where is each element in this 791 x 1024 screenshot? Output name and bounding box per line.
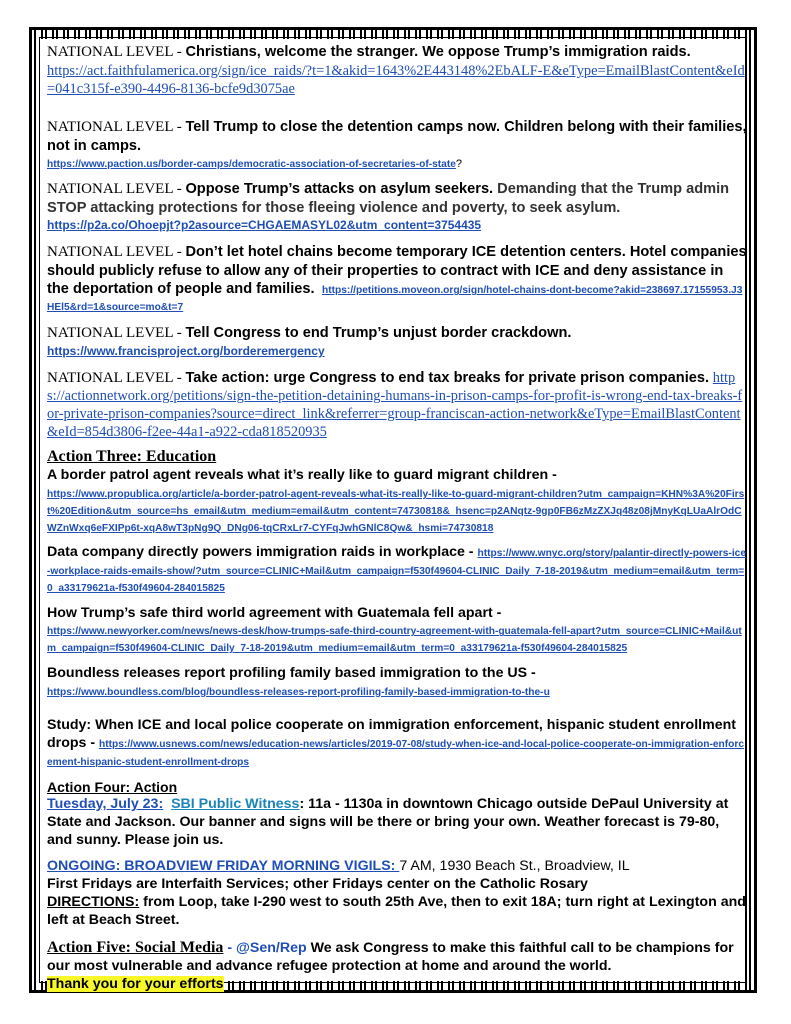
petition-link[interactable]: https://act.faithfulamerica.org/sign/ice_raids/?t=1&akid=1643%2E443148%2EbALF-E&eType=EmailBlastContent&eId=041c315f-e390-4496-8136-bcfe9d3075ae — [47, 62, 745, 97]
event-name-link[interactable]: SBI Public Witness — [171, 796, 300, 813]
social-handle: - @Sen/Rep — [223, 940, 307, 957]
event-broadview-vigils — [47, 858, 747, 929]
petition-link[interactable]: https://www.francisproject.org/borderemergency — [47, 343, 325, 358]
action-four-heading: Action Four: Action — [47, 778, 178, 795]
event-public-witness — [47, 796, 747, 849]
event-date: Tuesday, July 23: — [47, 796, 164, 813]
article-link[interactable]: https://www.usnews.com/news/education-news/articles/2019-07-08/study-when-ice-and-local-police-cooperate-on-immigration-enforcement-hispanic-student-enrollment-drops — [47, 739, 744, 768]
vigil-time: 7 AM, 1930 Beach St., Broadview, IL — [399, 858, 630, 875]
level-label: NATIONAL LEVEL - — [47, 44, 186, 60]
item-title: Boundless releases report profiling family based immigration to the US - — [47, 664, 536, 681]
directions-text: from Loop, take I-290 west to south 25th Ave, then to exit 18A; turn right at Lexington and left at Beach Street. — [47, 893, 746, 928]
item-title: How Trump’s safe third world agreement with Guatemala fell apart - — [47, 604, 502, 621]
petition-link[interactable]: https://actionnetwork.org/petitions/sign-the-petition-detaining-humans-in-prison-camps-for-profit-is-wrong-end-tax-breaks-for-private-prison-companies?source=direct_link&referrer=group-franciscan-action-network&eType=EmailBlastContent&eId=854d3806-f2ee-44a1-a922-cda818520935 — [47, 369, 743, 441]
document-body — [47, 43, 747, 994]
national-item-6 — [47, 369, 747, 442]
article-link[interactable]: https://www.boundless.com/blog/boundless-releases-report-profiling-family-based-immigration-to-the-u — [47, 686, 550, 698]
national-item-1 — [47, 43, 747, 98]
article-link[interactable]: https://www.propublica.org/article/a-border-patrol-agent-reveals-what-its-really-like-to-guard-migrant-children?utm_campaign=KHN%3A%20First%20Edition&utm_source=hs_email&utm_medium=email&utm_content=74730818&_hsenc=p2ANqtz-9gp0FB6zMzZXJq48z08jMnyKqLUaAlrOdCWZnWxq6eFXIPp6t-xqA8wT3pNg9Q_DNg06-tqCRxLr7-CYFqJwhGNlC8Qw&_hsmi=74730818 — [47, 489, 745, 534]
action-five-text: We ask Congress to make this faithful call to be champions for our most vulnerable and advance refugee protection at home and around the world. — [47, 940, 734, 975]
item-title: Christians, welcome the stranger. We oppose Trump’s immigration raids. — [185, 44, 691, 60]
item-extra: Demanding that the Trump admin STOP attacking protections for those fleeing violence and poverty, to seek asylum. — [47, 181, 730, 217]
item-title: Study: When ICE and local police cooperate on immigration enforcement, hispanic student enrollment drops - — [47, 717, 736, 752]
level-label: NATIONAL LEVEL - — [47, 181, 186, 198]
link-suffix: ? — [455, 157, 463, 170]
vigil-details: First Fridays are Interfaith Services; other Fridays center on the Catholic Rosary — [47, 876, 588, 893]
education-item-5 — [47, 717, 747, 769]
petition-link[interactable]: https://www.paction.us/border-camps/democratic-association-of-secretaries-of-state — [47, 158, 456, 170]
item-title: Don’t let hotel chains become temporary ICE detention centers. Hotel companies should publicly refuse to allow any of their properties to contract with ICE and deny assistance in the deportation of people and families. — [47, 244, 747, 298]
vigil-title-link[interactable]: ONGOING: BROADVIEW FRIDAY MORNING VIGILS: — [47, 858, 400, 875]
education-item-3 — [47, 605, 747, 656]
item-title: Oppose Trump’s attacks on asylum seekers. — [185, 181, 494, 198]
item-title: Data company directly powers immigration raids in workplace - — [47, 544, 478, 561]
national-item-3 — [47, 180, 747, 234]
item-title: Tell Trump to close the detention camps now. Children belong with their families, not in camps. — [47, 118, 747, 154]
action-five — [47, 938, 747, 994]
item-title: Tell Congress to end Trump’s unjust border crackdown. — [185, 325, 572, 342]
level-label: NATIONAL LEVEL - — [47, 325, 186, 342]
level-label: NATIONAL LEVEL - — [47, 118, 186, 135]
national-item-2 — [47, 118, 747, 172]
petition-link[interactable]: https://petitions.moveon.org/sign/hotel-chains-dont-become?akid=238697.17155953.J3HEl5&rd=1&source=mo&t=7 — [47, 285, 743, 314]
level-label: NATIONAL LEVEL - — [47, 369, 186, 386]
action-five-heading: Action Five: Social Media — [47, 939, 224, 957]
education-item-2 — [47, 544, 747, 595]
national-item-5 — [47, 324, 747, 360]
level-label: NATIONAL LEVEL - — [47, 244, 186, 261]
item-title: A border patrol agent reveals what it’s really like to guard migrant children - — [47, 467, 557, 484]
action-three-heading: Action Three: Education — [47, 448, 217, 466]
national-item-4 — [47, 243, 747, 315]
petition-link[interactable]: https://p2a.co/Ohoepjt?p2asource=CHGAEMASYL02&utm_content=3754435 — [47, 218, 482, 233]
education-item-1 — [47, 467, 747, 535]
article-link[interactable]: https://www.wnyc.org/story/palantir-directly-powers-ice-workplace-raids-emails-show/?utm_source=CLINIC+Mail&utm_campaign=f530f49604-CLINIC_Daily_7-18-2019&utm_medium=email&utm_term=0_a33179621a-f530f49604-284015825 — [47, 548, 746, 594]
directions-label: DIRECTIONS: — [47, 893, 140, 910]
event-details: : 11a - 1130a in downtown Chicago outside DePaul University at State and Jackson. Our banner and signs will be there or bring your own. Weather forecast is 79-80, and sunny. Please join us. — [47, 796, 729, 848]
thanks-highlight: Thank you for your efforts — [47, 976, 224, 993]
item-title: Take action: urge Congress to end tax breaks for private prison companies. — [185, 369, 710, 386]
education-item-4 — [47, 665, 747, 700]
article-link[interactable]: https://www.newyorker.com/news/news-desk/how-trumps-safe-third-country-agreement-with-guatemala-fell-apart?utm_source=CLINIC+Mail&utm_campaign=f530f49604-CLINIC_Daily_7-18-2019&utm_medium=email&utm_term=0_a33179621a-f530f49604-284015825 — [47, 626, 742, 655]
